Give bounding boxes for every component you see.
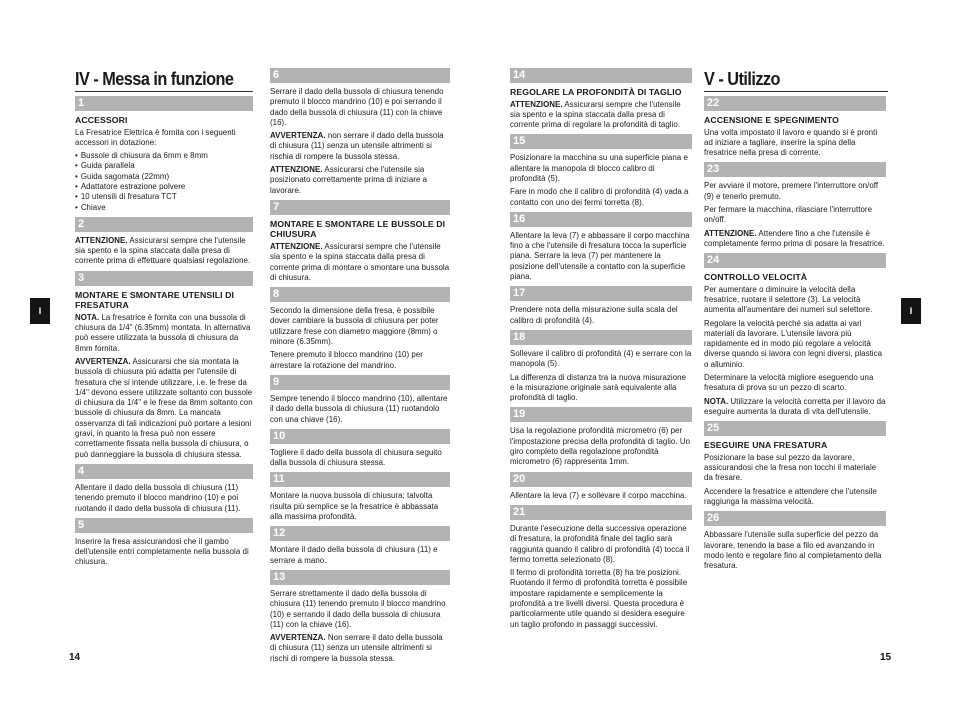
- paragraph: La differenza di distanza tra la nuova misurazione e la misurazione originale sarà equivalente alla profondità di taglio.: [510, 372, 687, 403]
- paragraph: [270, 633, 450, 664]
- column-3: [510, 68, 692, 633]
- paragraph: Una volta impostato il lavoro e quando si è pronti ad iniziare a tagliare, inserire la spina della fresatrice nella presa di corrente.: [704, 127, 878, 158]
- page-number-right: 15: [880, 652, 892, 663]
- paragraph-text: Assicurarsi sempre che l'utensile sia spento e la spina staccata dalla presa di corrente prima di regolare la profondità di taglio.: [510, 99, 681, 130]
- paragraph: Il fermo di profondità torretta (8) ha tre posizioni. Ruotando il fermo di profondità torretta è possibile impostare rapidamente e semplicemente la profondità a tre livelli diversi. Questa procedura è particolarmente utile quando si desidera eseguire un taglio profondo in passaggi successivi.: [510, 568, 688, 629]
- paragraph: [270, 165, 450, 196]
- paragraph: Posizionare la base sul pezzo da lavorare, assicurandosi che la fresa non tocchi il materiale da fresare.: [704, 452, 877, 483]
- step-bar-20: 20: [510, 472, 692, 487]
- paragraph: Tenere premuto il blocco mandrino (10) per arrestare la rotazione del mandrino.: [270, 350, 423, 370]
- paragraph-text: Attendere fino a che l'utensile è completamente fermo prima di posare la fresatrice.: [704, 228, 885, 248]
- paragraph: Togliere il dado della bussola di chiusura seguito dalla bussola di chiusura stessa.: [270, 447, 442, 468]
- list-item: • Guida parallela: [75, 161, 253, 171]
- paragraph: Durante l'esecuzione della successiva operazione di fresatura, la profondità finale del taglio sarà raggiunta quando il calibro di profondità (4) tocca il fermo torretta selezionato (8).: [510, 523, 690, 564]
- step-bar-4: 4: [75, 464, 253, 479]
- paragraph: Montare il dado della bussola di chiusura (11) e serrare a mano.: [270, 545, 438, 565]
- paragraph: Montare la nuova bussola di chiusura; talvolta risulta più semplice se la fresatrice è abbassata alla massima profondità.: [270, 491, 439, 522]
- paragraph: Fare in modo che il calibro di profondità (4) vada a contatto con uno dei fermi torretta (8).: [510, 187, 689, 207]
- paragraph: Inserire la fresa assicurandosi che il gambo dell'utensile entri completamente nella bussola di chiusura.: [75, 536, 249, 567]
- language-tab-left: [30, 298, 50, 324]
- paragraph: [510, 100, 692, 131]
- list-item: • Guida sagomata (22mm): [75, 172, 253, 182]
- accessori-list: [75, 151, 253, 213]
- heading-accessori: ACCESSORI: [75, 115, 128, 125]
- step-bar-10: 10: [270, 429, 450, 444]
- paragraph-text: Assicurarsi che l'utensile sia posizionato correttamente prima di iniziare a lavorare.: [270, 165, 428, 195]
- paragraph: Prendere nota della misurazione sulla scala del calibro di profondità (4).: [510, 305, 678, 325]
- list-item: • Chiave: [75, 203, 253, 213]
- section-title-messa-in-funzione: IV - Messa in funzione: [75, 68, 253, 92]
- paragraph-text: La fresatrice è fornita con una bussola di chiusura da 1/4" (6.35mm) montata. In alternativa può essere utilizzata la bussola di chiusura da 8mm fornita.: [75, 312, 251, 353]
- step-bar-5: 5: [75, 518, 253, 533]
- step-bar-17: 17: [510, 286, 692, 301]
- paragraph: Sollevare il calibro di profondità (4) e serrare con la manopola (5).: [510, 348, 692, 369]
- list-item: • Adattatore estrazione polvere: [75, 182, 253, 192]
- paragraph: Allentare la leva (7) e sollevare il corpo macchina.: [510, 490, 687, 500]
- paragraph-text: Non serrare il dato della bussola di chiusura (11) senza un utensile altrimenti si rischi di rompere la bussola stessa.: [270, 633, 443, 663]
- paragraph: [75, 357, 253, 460]
- step-bar-11: 11: [270, 472, 450, 487]
- paragraph: Serrare il dado della bussola di chiusura tenendo premuto il blocco mandrino (10) e poi serrando il dado della bussola di chiusura (11) con la chiave (16).: [270, 87, 444, 127]
- attention-label: ATTENZIONE.: [270, 165, 323, 175]
- paragraph: Determinare la velocità migliore eseguendo una fresatura di prova su un pezzo di scarto.: [704, 373, 874, 393]
- paragraph: [270, 242, 450, 283]
- language-tab-label: I: [909, 306, 913, 316]
- paragraph: [704, 397, 886, 418]
- step-bar-22: 22: [704, 96, 886, 111]
- warning-label: AVVERTENZA.: [75, 356, 131, 366]
- paragraph: Posizionare la macchina su una superficie piana e allentare la manopola di blocco calibro di profondità (5).: [510, 153, 688, 183]
- warning-label: AVVERTENZA.: [270, 131, 326, 141]
- paragraph-text: Assicurarsi sempre che l'utensile sia spento e la spina staccata dalla presa di corrente prima di montare o smontare una bussola di chiusura.: [270, 241, 450, 282]
- attention-label: ATTENZIONE.: [270, 241, 323, 251]
- paragraph: Allentare il dado della bussola di chiusura (11) tenendo premuto il blocco mandrino (10) e poi ruotando il dado della bussola di chiusura (11).: [75, 482, 241, 513]
- step-bar-3: 3: [75, 271, 253, 286]
- paragraph: Per aumentare o diminuire la velocità della fresatrice, ruotare il selettore (3). La velocità aumenta all'aumentare dei numeri sul selettore.: [704, 284, 873, 315]
- step-bar-7: 7: [270, 200, 450, 215]
- paragraph: Per avviare il motore, premere l'interruttore on/off (9) e tenerlo premuto.: [704, 181, 879, 201]
- column-2: [270, 68, 450, 667]
- step-bar-6: 6: [270, 68, 450, 83]
- list-item: • 10 utensili di fresatura TCT: [75, 192, 253, 202]
- column-4: [704, 68, 886, 574]
- step-bar-24: 24: [704, 253, 886, 268]
- step-bar-16: 16: [510, 212, 692, 227]
- paragraph-text: Utilizzare la velocità corretta per il lavoro da eseguire aumenta la durata di vita dell'utensile.: [704, 396, 886, 416]
- paragraph-text: non serrare il dado della bussola di chiusura (11) senza un utensile altrimenti si rischia di rompere la bussola stessa.: [270, 131, 444, 161]
- paragraph: Secondo la dimensione della fresa, è possibile dover cambiare la bussola di chiusura per poter utilizzare frese con diametro maggiore (8mm) o minore (6.35mm).: [270, 306, 439, 347]
- paragraph: Regolare la velocità perché sia adatta ai vari materiali da lavorare. L'utensile lavora più rapidamente ed in modo più regolare a velocità diverse quando si lavora con legni diversi, plastica o alluminio.: [704, 318, 883, 369]
- step-bar-12: 12: [270, 526, 450, 541]
- heading-profondita: REGOLARE LA PROFONDITÀ DI TAGLIO: [510, 87, 682, 97]
- language-tab-right: [901, 298, 921, 324]
- heading-montare-utensili: MONTARE E SMONTARE UTENSILI DI FRESATURA: [75, 289, 235, 311]
- warning-label: AVVERTENZA.: [270, 633, 326, 643]
- paragraph: Usa la regolazione profondità micrometro (6) per l'impostazione precisa della profondità di taglio. Un giro completo della regolazione profondità micrometro (6) rappresenta 1mm.: [510, 426, 691, 467]
- step-bar-21: 21: [510, 505, 692, 520]
- paragraph: [270, 131, 450, 162]
- heading-montare-bussole: MONTARE E SMONTARE LE BUSSOLE DI CHIUSURA: [270, 218, 446, 240]
- paragraph-text: Assicurarsi che sia montata la bussola di chiusura più adatta per l'utensile di fresatura che si intende utilizzare, i.e. le frese da 1/4" devono essere utilizzate soltanto con bussole di chiusura da 1/4" e le frese da 8mm soltanto con bussole di chiusura da 8mm. La mancata osservanza di tali indicazioni può portare a lesioni gravi, in quanto la fresa può non essere correttamente fissata nella bussola di chiusura, o può danneggiare la bussola di chiusura stessa.: [75, 356, 253, 459]
- column-1: [75, 68, 253, 571]
- paragraph: Accendere la fresatrice e attendere che l'utensile raggiunga la massima velocità.: [704, 486, 877, 506]
- paragraph: [704, 229, 886, 250]
- page-number-left: 14: [69, 652, 81, 663]
- accessori-intro: La Fresatrice Elettrica è fornita con i seguenti accessori in dotazione:: [75, 127, 236, 147]
- paragraph: Allentare la leva (7) e abbassare il corpo macchina fino a che l'utensile di fresatura tocca la superficie piana. Serrare la leva (7) per mantenere la posizione dell'utensile a contatto con la superficie piana.: [510, 230, 690, 282]
- heading-accensione: ACCENSIONE E SPEGNIMENTO: [704, 115, 839, 125]
- step-bar-9: 9: [270, 375, 450, 390]
- paragraph-text: Assicurarsi sempre che l'utensile sia spento e la spina staccata dalla presa di corrente prima di effettuare qualsiasi regolazione.: [75, 235, 251, 266]
- note-label: NOTA.: [704, 396, 729, 406]
- note-label: NOTA.: [75, 312, 100, 322]
- paragraph: Abbassare l'utensile sulla superficie del pezzo da lavorare, tenendo la base a filo ed avanzando in modo lento e regolare fino al completamento della fresatura.: [704, 530, 882, 571]
- attention-label: ATTENZIONE.: [75, 235, 128, 245]
- step-bar-1: 1: [75, 96, 253, 111]
- step-bar-19: 19: [510, 407, 692, 422]
- attention-label: ATTENZIONE.: [510, 99, 563, 109]
- step-bar-18: 18: [510, 330, 692, 345]
- step-bar-2: 2: [75, 217, 253, 232]
- paragraph: Sempre tenendo il blocco mandrino (10), allentare il dado della bussola di chiusura (11) ruotandolo con una chiave (16).: [270, 393, 448, 424]
- step-bar-25: 25: [704, 421, 886, 436]
- list-item: • Bussole di chiusura da 6mm e 8mm: [75, 151, 253, 161]
- section-title-utilizzo: V - Utilizzo: [704, 68, 888, 92]
- paragraph: Per fermare la macchina, rilasciare l'interruttore on/off.: [704, 204, 873, 225]
- step-bar-8: 8: [270, 287, 450, 302]
- paragraph: [75, 313, 253, 354]
- step-bar-15: 15: [510, 134, 692, 149]
- step-bar-23: 23: [704, 162, 886, 177]
- heading-fresatura: ESEGUIRE UNA FRESATURA: [704, 440, 828, 451]
- step-bar-13: 13: [270, 570, 450, 585]
- language-tab-label: I: [38, 306, 42, 316]
- step-bar-26: 26: [704, 511, 886, 526]
- heading-velocita: CONTROLLO VELOCITÀ: [704, 272, 808, 283]
- paragraph: [75, 236, 253, 267]
- step-bar-14: 14: [510, 68, 692, 83]
- paragraph: Serrare strettamente il dado della bussola di chiusura (11) tenendo premuto il blocco mandrino (10) e serrando il dado della bussola di chiusura (11) con la chiave (16).: [270, 588, 446, 629]
- attention-label: ATTENZIONE.: [704, 228, 757, 238]
